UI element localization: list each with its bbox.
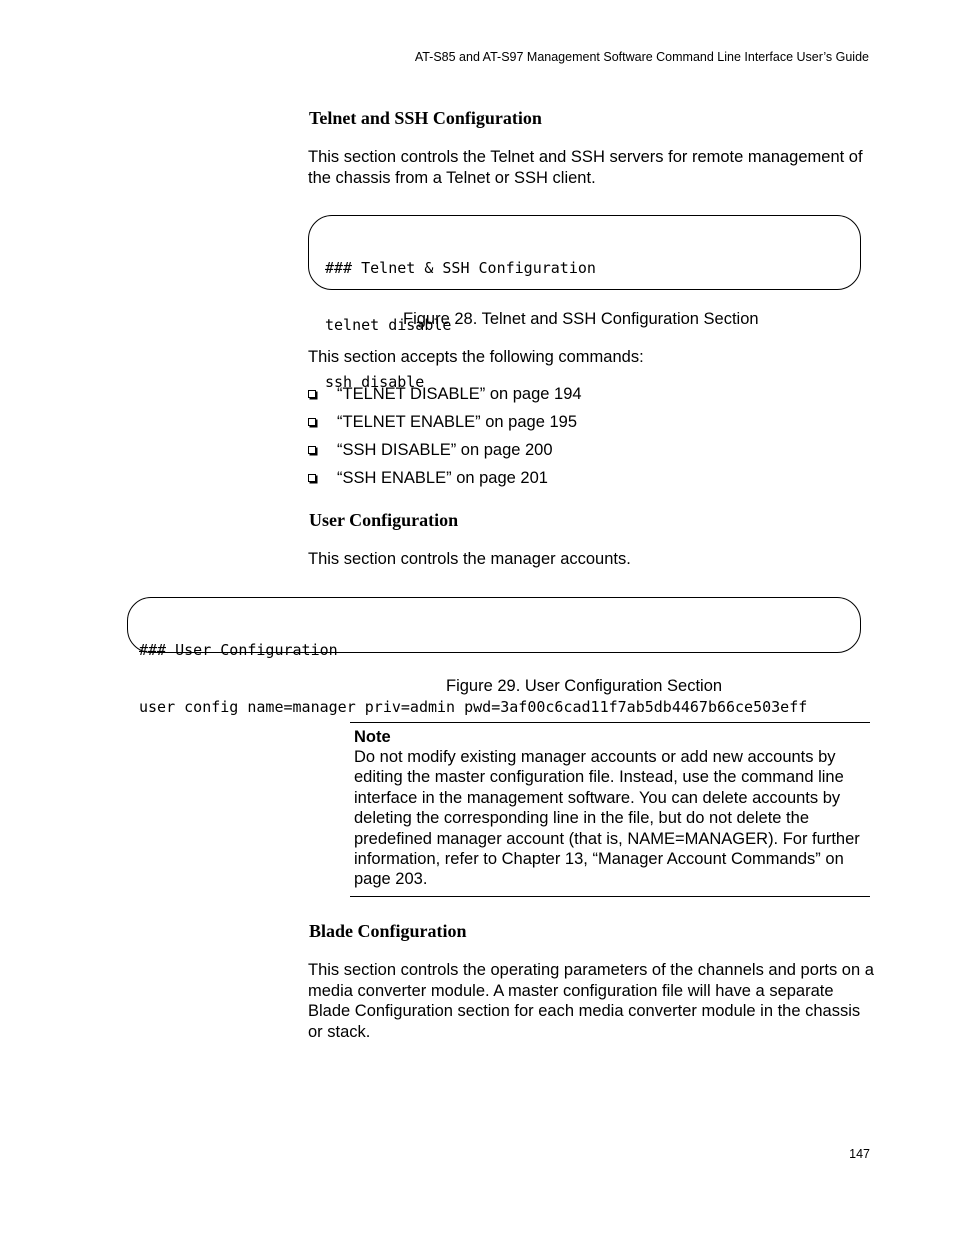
code-line: ssh disable: [325, 373, 425, 391]
command-link[interactable]: “SSH ENABLE” on page 201: [337, 469, 548, 487]
section-heading-blade-config: Blade Configuration: [309, 921, 467, 941]
commands-intro: This section accepts the following commands:: [308, 348, 644, 366]
note-box: [350, 722, 870, 897]
checkbox-bullet-icon: [308, 418, 316, 426]
command-list-item[interactable]: [308, 380, 582, 408]
code-line: telnet disable: [325, 316, 452, 334]
telnet-ssh-intro: This section controls the Telnet and SSH servers for remote management of the chassis from a Telnet or SSH client.: [308, 148, 863, 187]
code-line: user config name=manager priv=admin pwd=3af00c6cad11f7ab5db4467b66ce503eff: [139, 698, 808, 716]
command-list-item[interactable]: [308, 464, 582, 492]
page-number: 147: [849, 1147, 870, 1161]
command-list-item[interactable]: [308, 436, 582, 464]
running-header: AT-S85 and AT-S97 Management Software Command Line Interface User’s Guide: [414, 50, 869, 64]
command-link[interactable]: “TELNET DISABLE” on page 194: [337, 385, 582, 403]
command-link[interactable]: “SSH DISABLE” on page 200: [337, 441, 553, 459]
user-config-intro: This section controls the manager accounts.: [308, 550, 631, 568]
checkbox-bullet-icon: [308, 446, 316, 454]
figure-29-caption: Figure 29. User Configuration Section: [446, 677, 723, 695]
checkbox-bullet-icon: [308, 474, 316, 482]
note-title: Note: [354, 728, 391, 746]
section-heading-user-config: User Configuration: [309, 510, 459, 530]
command-list: [308, 380, 582, 492]
note-body: Do not modify existing manager accounts or add new accounts by editing the master configuration file. Instead, use the command line interface in the management software. You can delete accounts by deleting the corresponding line in the file, but do not delete the predefined manager account (that is, NAME=MANAGER). For further information, refer to Chapter 13, “Manager Account Commands” on page 203.: [354, 748, 860, 889]
checkbox-bullet-icon: [308, 390, 316, 398]
code-line: ### User Configuration: [139, 641, 338, 659]
figure-28-caption: Figure 28. Telnet and SSH Configuration Section: [403, 310, 759, 328]
command-list-item[interactable]: [308, 408, 582, 436]
code-line: ### Telnet & SSH Configuration: [325, 259, 596, 277]
section-heading-telnet-ssh: Telnet and SSH Configuration: [309, 108, 542, 128]
command-link[interactable]: “TELNET ENABLE” on page 195: [337, 413, 577, 431]
blade-config-intro: This section controls the operating parameters of the channels and ports on a media converter module. A master configuration file will have a separate Blade Configuration section for each media converter module in the chassis or stack.: [308, 961, 874, 1041]
